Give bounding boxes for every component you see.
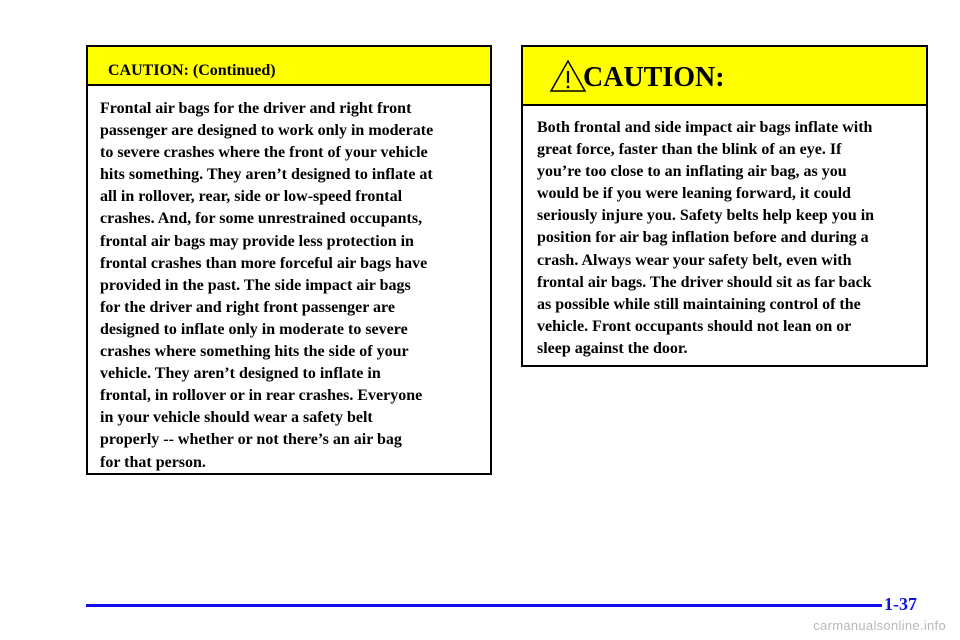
text-line: crashes. And, for some unrestrained occupants,	[100, 210, 423, 228]
caution-title: CAUTION:	[583, 62, 725, 93]
caution-text	[523, 106, 926, 360]
caution-continued-header: CAUTION: (Continued)	[88, 47, 490, 86]
text-line: frontal air bags. The driver should sit as far back	[537, 273, 872, 291]
text-line: Both frontal and side impact air bags inflate with	[537, 119, 873, 136]
text-line: Frontal air bags for the driver and right front	[100, 100, 412, 117]
text-line: seriously injure you. Safety belts help keep you in	[537, 207, 875, 225]
text-line: crashes where something hits the side of your	[100, 343, 409, 361]
caution-continued-text	[88, 86, 490, 474]
text-line: passenger are designed to work only in moderate	[100, 122, 434, 140]
caution-box	[521, 45, 928, 367]
footer-rule	[86, 604, 882, 607]
text-line: for the driver and right front passenger are	[100, 298, 395, 316]
text-line: vehicle. They aren’t designed to inflate in	[100, 365, 381, 383]
text-line: as possible while still maintaining control of the	[537, 295, 861, 313]
text-line: frontal air bags may provide less protection in	[100, 232, 414, 250]
text-line: sleep against the door.	[537, 339, 688, 357]
caution-header	[523, 47, 926, 106]
text-line: in your vehicle should wear a safety belt	[100, 409, 373, 427]
text-line: all in rollover, rear, side or low-speed frontal	[100, 188, 403, 206]
text-line: for that person.	[100, 453, 206, 471]
text-line: hits something. They aren’t designed to inflate at	[100, 166, 433, 184]
text-line: properly -- whether or not there’s an air bag	[100, 431, 402, 449]
text-line: to severe crashes where the front of your vehicle	[100, 144, 428, 162]
text-line: crash. Always wear your safety belt, even with	[537, 251, 852, 269]
warning-triangle-icon	[549, 59, 587, 93]
text-line: frontal crashes than more forceful air bags have	[100, 254, 428, 272]
text-line: position for air bag inflation before and during a	[537, 229, 869, 247]
text-line: provided in the past. The side impact air bags	[100, 276, 411, 294]
text-line: designed to inflate only in moderate to severe	[100, 320, 408, 338]
text-line: would be if you were leaning forward, it could	[537, 185, 851, 203]
page-number: 1-37	[884, 594, 917, 614]
text-line: frontal, in rollover or in rear crashes. Everyone	[100, 387, 423, 405]
text-line: vehicle. Front occupants should not lean on or	[537, 317, 852, 335]
text-line: you’re too close to an inflating air bag, as you	[537, 163, 847, 181]
watermark: carmanualsonline.info	[813, 618, 946, 633]
text-line: great force, faster than the blink of an eye. If	[537, 141, 842, 159]
caution-continued-box	[86, 45, 492, 475]
